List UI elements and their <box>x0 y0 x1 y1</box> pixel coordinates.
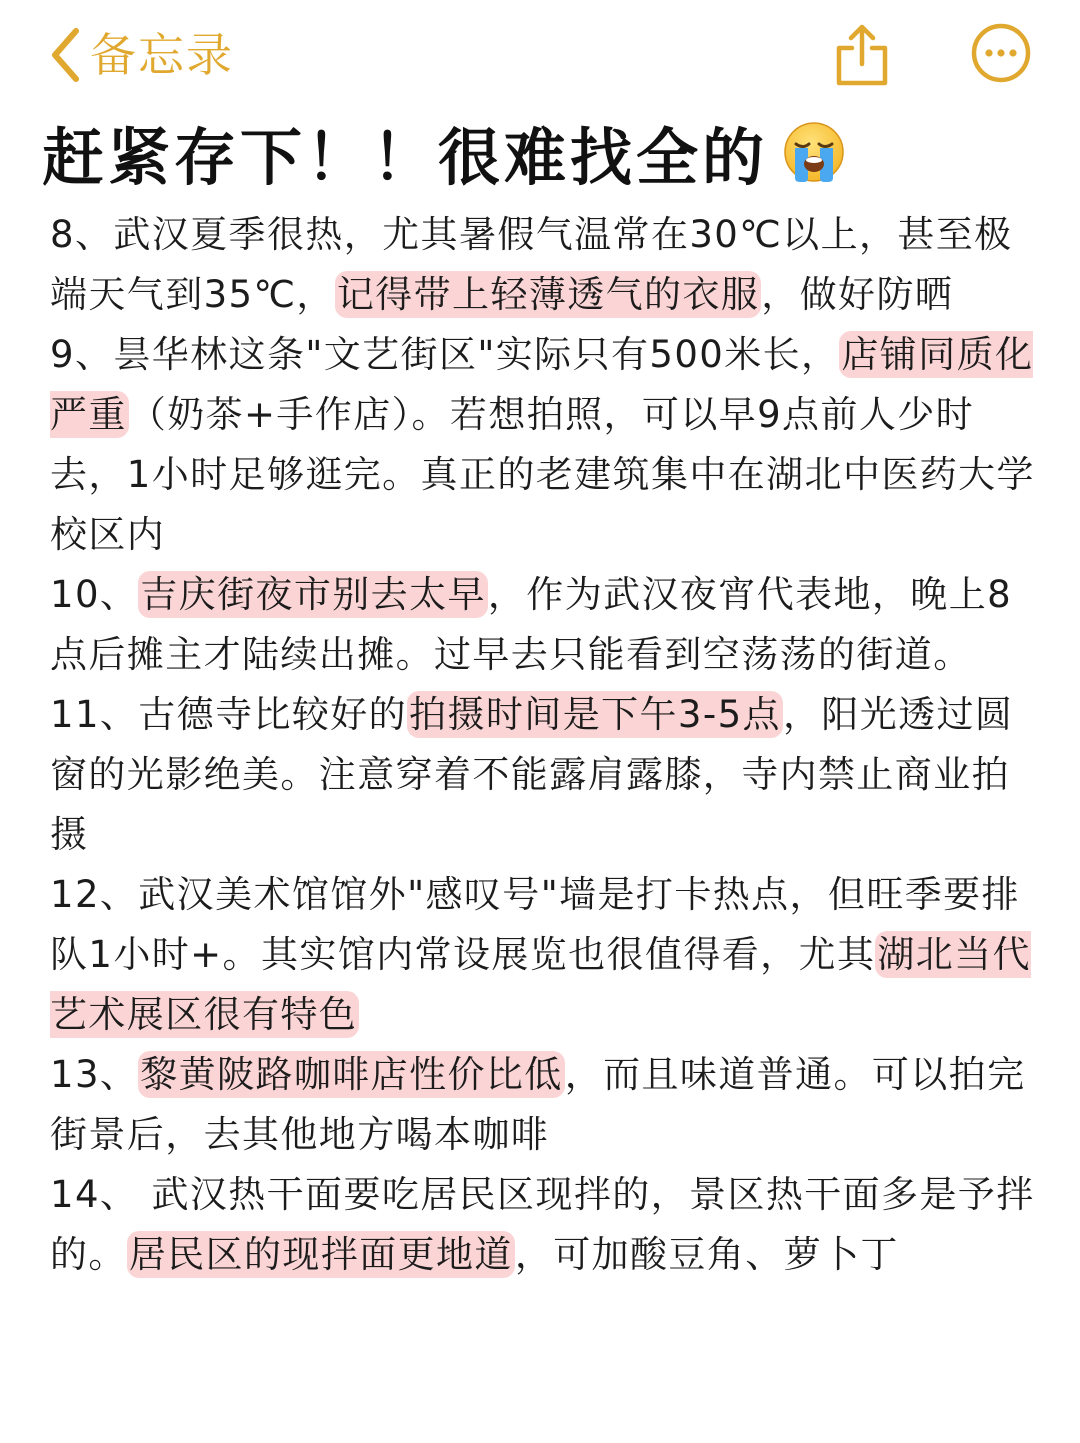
chevron-left-icon <box>50 27 80 83</box>
paragraph <box>50 325 1035 565</box>
paragraph <box>50 865 1035 1045</box>
paragraph-text: 13、 <box>50 1053 139 1096</box>
highlighted-text: 记得带上轻薄透气的衣服 <box>336 273 760 316</box>
paragraph <box>50 1045 1035 1165</box>
note-body[interactable] <box>50 205 1035 1285</box>
navigation-bar <box>0 0 1080 110</box>
share-icon <box>832 22 892 88</box>
paragraph-text: 8、武汉夏季很热，尤其暑假气温常在30℃以上，甚至极端天气到35℃， <box>50 213 1013 316</box>
note-title-row <box>42 112 846 192</box>
highlighted-text: 黎黄陂路咖啡店性价比低 <box>140 1053 563 1096</box>
paragraph <box>50 205 1035 325</box>
highlighted-text: 居民区的现拌面更地道 <box>128 1233 513 1276</box>
share-button[interactable] <box>832 22 892 88</box>
paragraph-text: ，阳光透过圆窗的光影绝美。注意穿着不能露肩露膝，寺内禁止商业拍摄 <box>50 693 1014 856</box>
paragraph-text: 11、古德寺比较好的 <box>50 693 408 736</box>
paragraph-text: ，而且味道普通。可以拍完街景后，去其他地方喝本咖啡 <box>50 1053 1026 1156</box>
paragraph-text: 12、武汉美术馆馆外"感叹号"墙是打卡热点，但旺季要排队1小时+。其实馆内常设展览也很值得看，尤其 <box>50 873 1020 976</box>
highlighted-text: 拍摄时间是下午3-5点 <box>409 693 781 736</box>
paragraph <box>50 685 1035 865</box>
paragraph-text: ，作为武汉夜宵代表地，晚上8点后摊主才陆续出摊。过早去只能看到空荡荡的街道。 <box>50 573 1013 676</box>
highlighted-text: 湖北当代艺术展区很有特色 <box>50 933 1031 1036</box>
paragraph-text: 9、昙华林这条"文艺街区"实际只有500米长， <box>50 333 840 376</box>
paragraph-text: ，可加酸豆角、萝卜丁 <box>514 1233 899 1276</box>
back-button[interactable] <box>50 20 234 90</box>
more-icon <box>970 22 1032 84</box>
highlighted-text: 店铺同质化严重 <box>50 333 1034 436</box>
note-title: 赶紧存下！！很难找全的 <box>42 120 769 194</box>
paragraph-text: 14、 武汉热干面要吃居民区现拌的，景区热干面多是予拌的。 <box>50 1173 1035 1276</box>
paragraph <box>50 565 1035 685</box>
paragraph-text: ，做好防晒 <box>761 273 954 316</box>
paragraph-text: （奶茶+手作店）。若想拍照，可以早9点前人少时去，1小时足够逛完。真正的老建筑集中在湖北中医药大学校区内 <box>50 393 1035 556</box>
back-label: 备忘录 <box>90 28 234 82</box>
more-button[interactable] <box>970 22 1032 84</box>
paragraph-text: 10、 <box>50 573 139 616</box>
loudly-crying-face-emoji <box>782 120 846 184</box>
paragraph <box>50 1165 1035 1285</box>
highlighted-text: 吉庆街夜市别去太早 <box>140 573 486 616</box>
